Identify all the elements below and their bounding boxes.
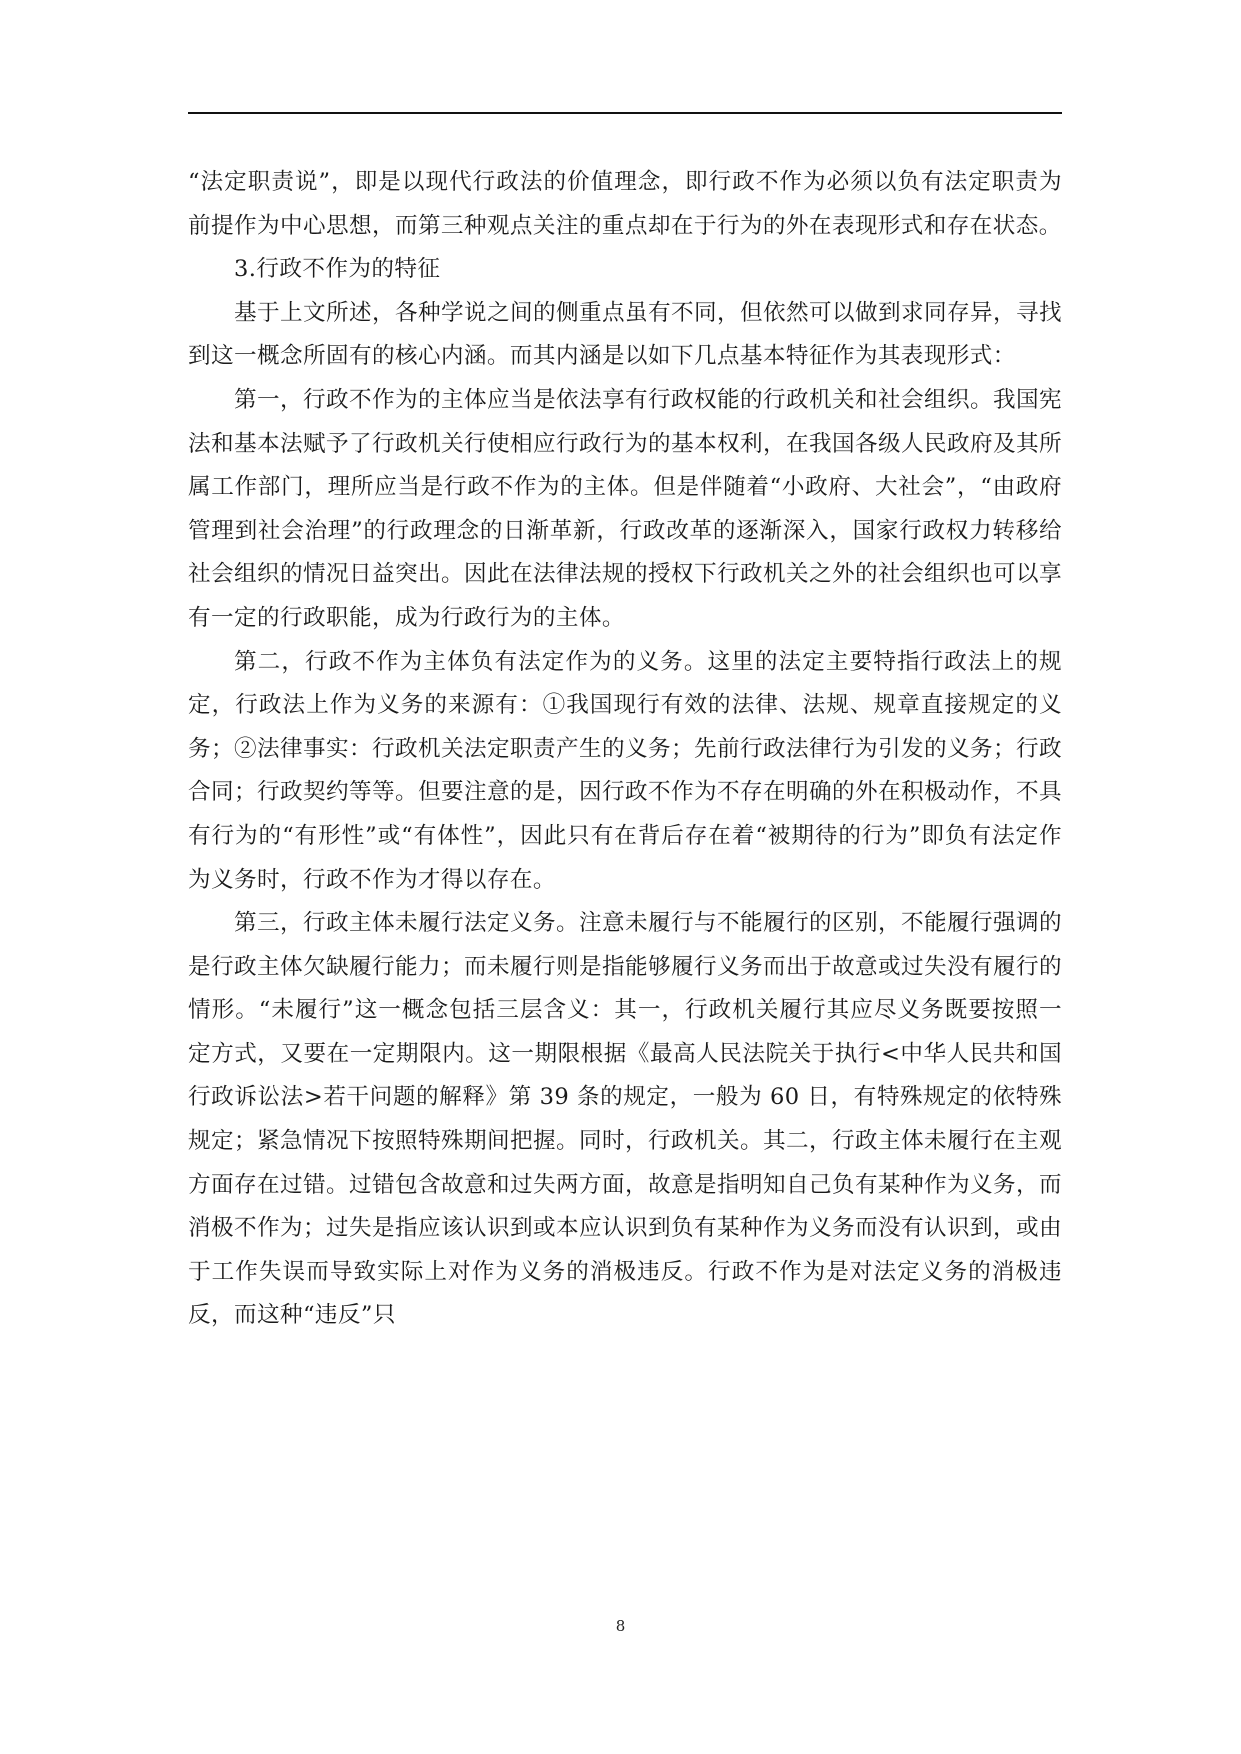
paragraph-continued: “法定职责说”，即是以现代行政法的价值理念，即行政不作为必须以负有法定职责为前提作为中心思想，而第三种观点关注的重点却在于行为的外在表现形式和存在状态。 [188,169,1062,239]
paragraph-feature-three: 第三，行政主体未履行法定义务。注意未履行与不能履行的区别，不能履行强调的是行政主体欠缺履行能力；而未履行则是指能够履行义务而出于故意或过失没有履行的情形。“未履行”这一概念包括三层含义：其一，行政机关履行其应尽义务既要按照一定方式，又要在一定期限内。这一期限根据《最高人民法院关于执行<中华人民共和国行政诉讼法>若干问题的解释》第 39 条的规定，一般为 60 日，有特殊规定的依特殊规定；紧急情况下按照特殊期间把握。同时，行政机关。其二，行政主体未履行在主观方面存在过错。过错包含故意和过失两方面，故意是指明知自己负有某种作为义务，而消极不作为；过失是指应该认识到或本应认识到负有某种作为义务而没有认识到，或由于工作失误而导致实际上对作为义务的消极违反。行政不作为是对法定义务的消极违反，而这种“违反”只 [188,910,1062,1329]
section-heading: 3.行政不作为的特征 [234,256,441,283]
page-number: 8 [615,1617,626,1635]
paragraph-summary: 基于上文所述，各种学说之间的侧重点虽有不同，但依然可以做到求同存异，寻找到这一概念所固有的核心内涵。而其内涵是以如下几点基本特征作为其表现形式： [188,299,1062,370]
document-body [188,161,1062,1338]
paragraph-feature-two: 第二，行政不作为主体负有法定作为的义务。这里的法定主要特指行政法上的规定，行政法上作为义务的来源有：①我国现行有效的法律、法规、规章直接规定的义务；②法律事实：行政机关法定职责产生的义务；先前行政法律行为引发的义务；行政合同；行政契约等等。但要注意的是，因行政不作为不存在明确的外在积极动作，不具有行为的“有形性”或“有体性”，因此只有在背后存在着“被期待的行为”即负有法定作为义务时，行政不作为才得以存在。 [188,648,1062,893]
paragraph-feature-one: 第一，行政不作为的主体应当是依法享有行政权能的行政机关和社会组织。我国宪法和基本法赋予了行政机关行使相应行政行为的基本权利，在我国各级人民政府及其所属工作部门，理所应当是行政不作为的主体。但是伴随着“小政府、大社会”，“由政府管理到社会治理”的行政理念的日渐革新，行政改革的逐渐深入，国家行政权力转移给社会组织的情况日益突出。因此在法律法规的授权下行政机关之外的社会组织也可以享有一定的行政职能，成为行政行为的主体。 [188,386,1062,631]
header-rule [188,112,1062,114]
